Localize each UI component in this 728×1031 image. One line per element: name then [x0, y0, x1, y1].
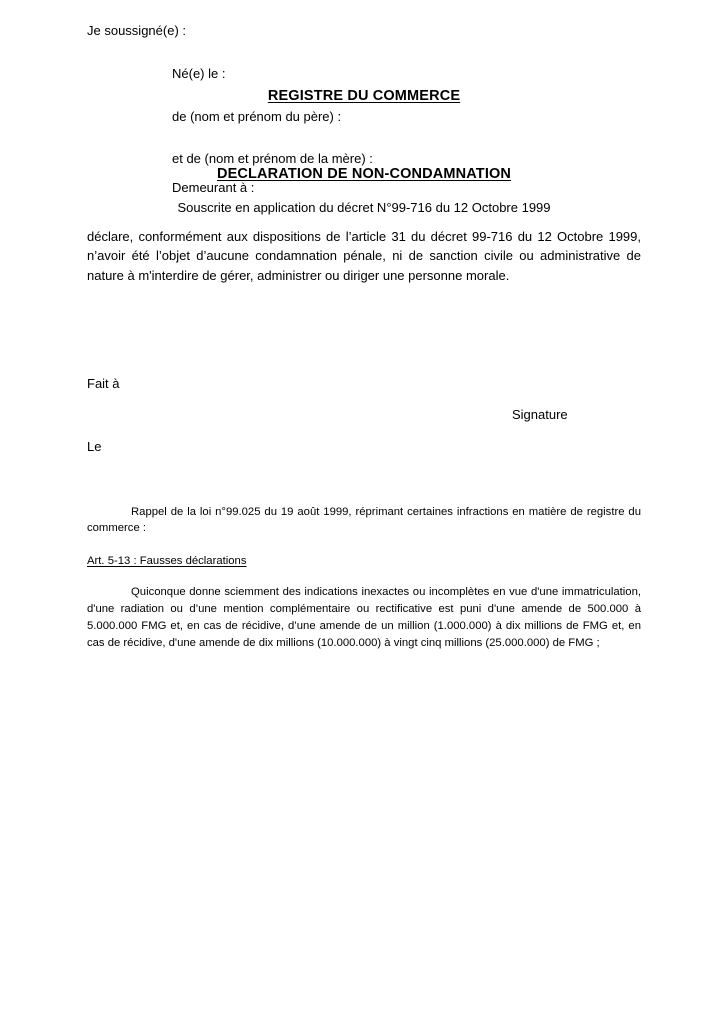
document-subtitle-text: DECLARATION DE NON-CONDAMNATION	[216, 166, 512, 182]
field-birth-date: Né(e) le :	[172, 66, 226, 82]
signature-block	[87, 285, 641, 456]
field-date: Le	[87, 439, 102, 455]
field-residence: Demeurant à :	[172, 180, 255, 195]
legal-article-heading-text: Art. 5-13 : Fausses déclarations	[87, 555, 247, 568]
field-father-name: de (nom et prénom du père) :	[172, 108, 342, 124]
legal-article-body: Quiconque donne sciemment des indications inexactes ou incomplètes en vue d'une immatriculation, d'une radiation ou d’une mention complémentaire ou rectificative est puni d'une amende de 500.000 à 5.000.000 FMG et, en cas de récidive, d’une amende de un million (1.000.000) à dix millions de FMG et, en cas de récidive, d'une amende de dix millions (10.000.000) à vingt cinq millions (25.000.000) de FMG ;	[87, 585, 641, 650]
legal-reference-line: Souscrite en application du décret N°99-716 du 12 Octobre 1999	[177, 200, 551, 215]
field-mother-name: et de (nom et prénom de la mère) :	[172, 150, 373, 166]
legal-notice-section	[87, 456, 641, 653]
field-undersigned: Je soussigné(e) :	[87, 23, 186, 38]
legal-article-heading	[87, 536, 641, 569]
signature-label: Signature	[512, 407, 568, 423]
page-title-text: REGISTRE DU COMMERCE	[267, 88, 461, 104]
field-place: Fait à	[87, 375, 120, 391]
declaration-paragraph: déclare, conformément aux dispositions de l’article 31 du décret 99-716 du 12 Octobre 1999, n’avoir été l’objet d’aucune condamnation pénale, ni de sanction civile ou administrative de nature à m'interdire de gérer, administrer ou diriger une personne morale.	[87, 229, 641, 283]
document-body	[87, 0, 641, 652]
legal-notice-intro: Rappel de la loi n°99.025 du 19 août 1999, réprimant certaines infractions en matière de registre du commerce :	[87, 505, 641, 535]
